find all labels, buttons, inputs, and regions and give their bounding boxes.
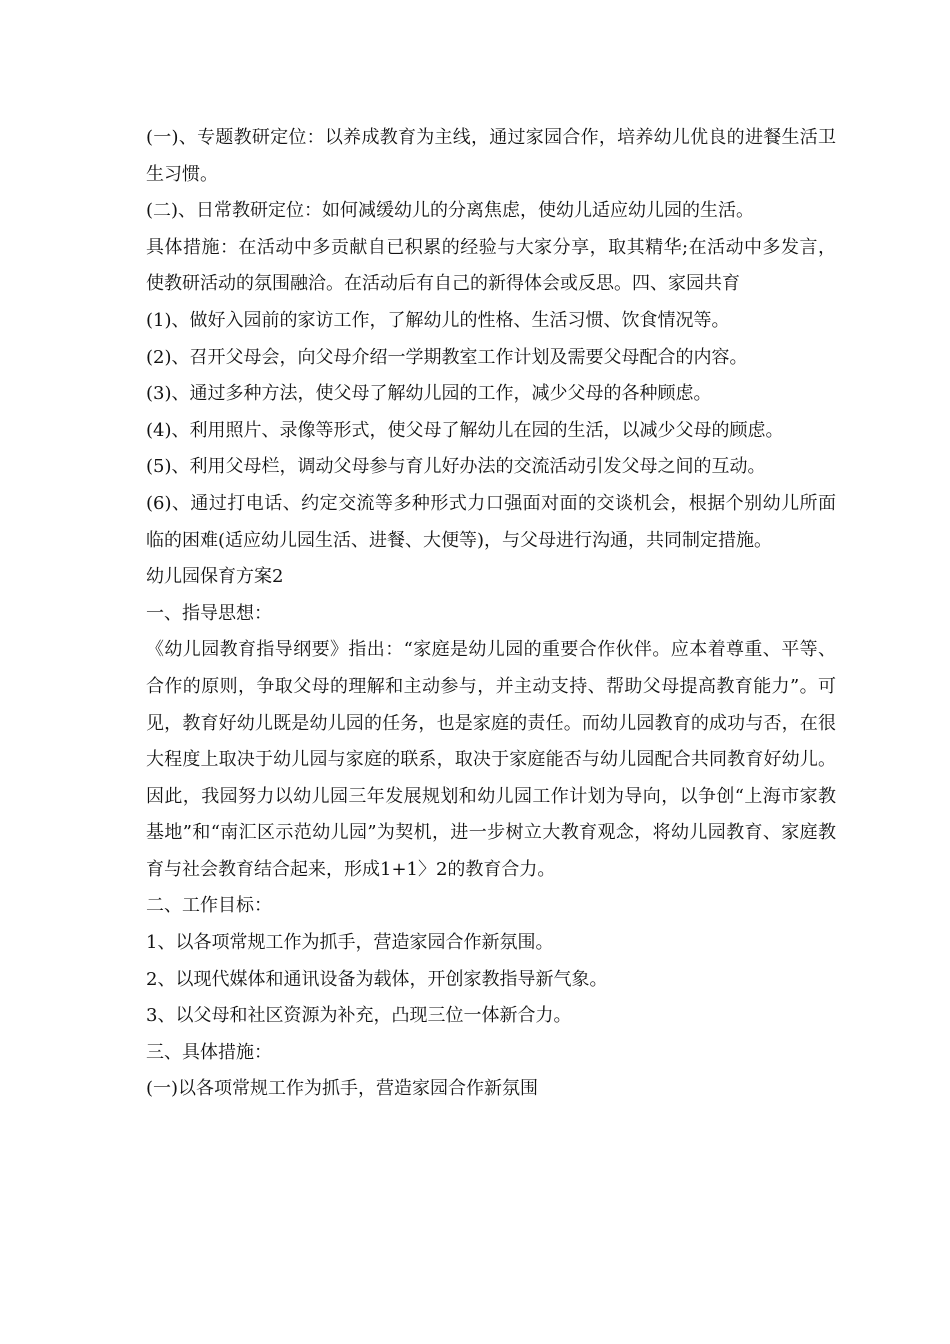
heading-work-goals: 二、工作目标： (146, 895, 272, 917)
heading-guiding-thought: 一、指导思想： (146, 602, 272, 624)
list-item-6: (6)、通过打电话、约定交流等多种形式力口强面对面的交谈机会，根据个别幼儿所面临的困难(适应幼儿园生活、进餐、大便等)，与父母进行沟通，共同制定措施。 (146, 492, 836, 551)
goal-item-2: 2、以现代媒体和通讯设备为载体，开创家教指导新气象。 (146, 968, 608, 990)
list-item-4: (4)、利用照片、录像等形式，使父母了解幼儿在园的生活，以减少父母的顾虑。 (146, 419, 784, 441)
goal-item-1: 1、以各项常规工作为抓手，营造家园合作新氛围。 (146, 932, 554, 954)
paragraph-guiding-thought: 《幼儿园教育指导纲要》指出：“家庭是幼儿园的重要合作伙伴。应本着尊重、平等、合作的原则，争取父母的理解和主动参与，并主动支持、帮助父母提高教育能力”。可见，教育好幼儿既是幼儿园的任务，也是家庭的责任。而幼儿园教育的成功与否，在很大程度上取决于幼儿园与家庭的联系，取决于家庭能否与幼儿园配合共同教育好幼儿。因此，我园努力以幼儿园三年发展规划和幼儿园工作计划为导向，以争创“上海市家教基地”和“南汇区示范幼儿园”为契机，进一步树立大教育观念，将幼儿园教育、家庭教育与社会教育结合起来，形成1+1〉2的教育合力。 (146, 639, 836, 880)
list-item-5: (5)、利用父母栏，调动父母参与育儿好办法的交流活动引发父母之间的互动。 (146, 456, 766, 478)
subheading-measure-1: (一)以各项常规工作为抓手，营造家园合作新氛围 (146, 1078, 539, 1100)
paragraph-daily-research: (二)、日常教研定位：如何减缓幼儿的分离焦虑，使幼儿适应幼儿园的生活。 (146, 200, 755, 222)
list-item-2: (2)、召开父母会，向父母介绍一学期教室工作计划及需要父母配合的内容。 (146, 346, 748, 368)
list-item-1: (1)、做好入园前的家访工作，了解幼儿的性格、生活习惯、饮食情况等。 (146, 309, 730, 331)
goal-item-3: 3、以父母和社区资源为补充，凸现三位一体新合力。 (146, 1005, 572, 1027)
document-body (146, 120, 836, 1108)
paragraph-research-focus: (一)、专题教研定位：以养成教育为主线，通过家园合作，培养幼儿优良的进餐生活卫生习惯。 (146, 127, 836, 185)
heading-specific-measures: 三、具体措施： (146, 1041, 272, 1063)
paragraph-specific-measures: 具体措施：在活动中多贡献自已积累的经验与大家分享，取其精华;在活动中多发言，使教研活动的氛围融洽。在活动后有自己的新得体会或反思。四、家园共育 (146, 236, 836, 295)
section-title: 幼儿园保育方案2 (146, 566, 284, 588)
list-item-3: (3)、通过多种方法，使父母了解幼儿园的工作，减少父母的各种顾虑。 (146, 383, 712, 405)
